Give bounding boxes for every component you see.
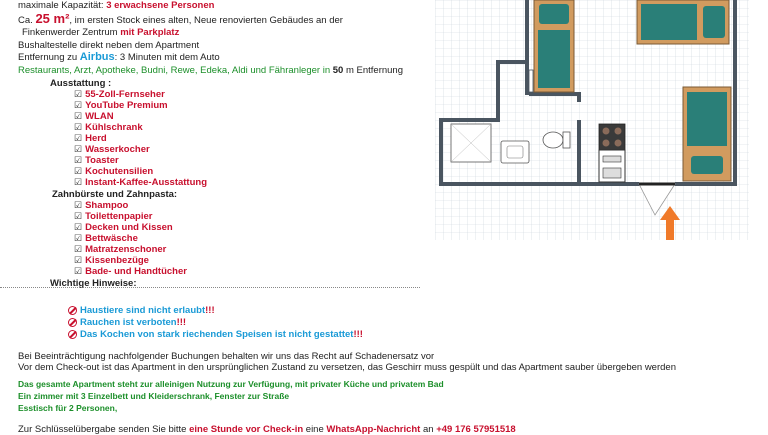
checkbox-icon: ☑ <box>74 233 83 243</box>
capacity-value: 3 erwachsene Personen <box>106 0 215 11</box>
checkbox-icon: ☑ <box>74 155 83 165</box>
key-mid: eine <box>303 424 327 435</box>
burner <box>603 128 610 135</box>
item-label: YouTube Premium <box>85 100 168 111</box>
checkbox-icon: ☑ <box>74 122 83 132</box>
burner <box>603 140 610 147</box>
key-handover-line <box>18 424 516 435</box>
list-item <box>74 133 107 144</box>
area-line <box>18 12 343 28</box>
checkbox-icon: ☑ <box>74 200 83 210</box>
checkbox-icon: ☑ <box>74 255 83 265</box>
list-item <box>74 200 128 211</box>
key-whatsapp: WhatsApp-Nachricht <box>326 424 421 435</box>
bed <box>534 0 574 92</box>
nearby-line <box>18 65 403 76</box>
summary-line-1: Das gesamte Apartment steht zur alleinigen Nutzung zur Verfügung, mit privater Küche und privatem Bad <box>18 379 444 389</box>
rules-line-1: Bei Beeinträchtigung nachfolgender Buchungen behalten wir uns das Recht auf Schadenersatz vor <box>18 351 435 362</box>
warning-text: Haustiere sind nicht erlaubt <box>80 305 206 316</box>
list-item <box>74 255 149 266</box>
checkbox-icon: ☑ <box>74 89 83 99</box>
checkbox-icon: ☑ <box>74 177 83 187</box>
warning-exclaim: !!! <box>176 317 187 328</box>
list-item <box>74 155 119 166</box>
distance-prefix: Entfernung zu <box>18 52 80 63</box>
item-label: Decken und Kissen <box>85 222 173 233</box>
list-item <box>74 166 153 177</box>
bed <box>637 0 729 44</box>
warning-pets <box>68 305 215 317</box>
door-bath <box>529 70 533 92</box>
capacity-label: maximale Kapazität: <box>18 0 107 11</box>
list-item <box>74 244 166 255</box>
list-item <box>74 211 152 222</box>
list-item <box>74 122 143 133</box>
checkbox-icon: ☑ <box>74 266 83 276</box>
warning-text: Rauchen ist verboten <box>80 317 177 328</box>
list-item <box>74 266 187 277</box>
checkbox-icon: ☑ <box>74 244 83 254</box>
area-value: 25 m² <box>35 11 70 26</box>
checkbox-icon: ☑ <box>74 144 83 154</box>
toilet <box>543 132 563 148</box>
location-line <box>22 27 179 38</box>
prohibited-icon <box>68 318 77 327</box>
item-label: 55-Zoll-Fernseher <box>85 89 165 100</box>
divider <box>0 287 420 288</box>
item-label: Bade- und Handtücher <box>85 266 187 277</box>
stove <box>599 124 625 150</box>
warning-text: Das Kochen von stark riechenden Speisen ist nicht gestattet <box>80 329 354 340</box>
rules-line-2: Vor dem Check-out ist das Apartment in den ursprünglichen Zustand zu versetzen, das Geschirr muss gespült und das Apartment sauber übergeben werden <box>18 362 676 373</box>
checkbox-icon: ☑ <box>74 133 83 143</box>
warning-exclaim: !!! <box>205 305 215 316</box>
equipment-title: Ausstattung : <box>50 78 112 89</box>
area-prefix: Ca. <box>18 15 36 26</box>
dental-heading: Zahnbürste und Zahnpasta: <box>52 189 178 200</box>
equipment-heading <box>50 78 111 89</box>
summary-line-3: Esstisch für 2 Personen, <box>18 403 118 413</box>
key-to: an <box>420 424 437 435</box>
burner <box>615 140 622 147</box>
warning-smoking <box>68 317 186 329</box>
list-item <box>74 89 165 100</box>
key-prefix: Zur Schlüsselübergabe senden Sie bitte <box>18 424 190 435</box>
warning-cooking <box>68 329 363 341</box>
item-label: Kochutensilien <box>85 166 154 177</box>
list-item <box>74 222 173 233</box>
item-label: Herd <box>85 133 107 144</box>
checkbox-icon: ☑ <box>74 166 83 176</box>
key-hour: eine Stunde vor Check-in <box>189 424 304 435</box>
bed <box>683 87 731 181</box>
sink <box>501 141 529 163</box>
floor-plan <box>435 0 749 240</box>
item-label: Kissenbezüge <box>85 255 149 266</box>
item-label: Instant-Kaffee-Ausstattung <box>85 177 207 188</box>
capacity-line <box>18 0 214 11</box>
checkbox-icon: ☑ <box>74 100 83 110</box>
item-label: Kühlschrank <box>85 122 143 133</box>
bus-line: Bushaltestelle direkt neben dem Apartment <box>18 40 200 51</box>
key-phone: +49 176 57951518 <box>436 424 516 435</box>
list-item <box>74 233 138 244</box>
toilet-tank <box>563 132 570 148</box>
list-item <box>74 144 150 155</box>
parking-text: mit Parkplatz <box>120 27 180 38</box>
distance-suffix: : 3 Minuten mit dem Auto <box>114 52 220 63</box>
item-label: Bettwäsche <box>85 233 138 244</box>
nearby-suffix: m Entfernung <box>343 65 403 76</box>
summary-line-2: Ein zimmer mit 3 Einzelbett und Kleiderschrank, Fenster zur Straße <box>18 391 290 401</box>
nearby-distance: 50 <box>332 65 344 76</box>
item-label: Wasserkocher <box>85 144 150 155</box>
list-item <box>74 100 168 111</box>
airbus-text: Airbus <box>79 51 115 63</box>
fridge-door <box>603 156 621 162</box>
warning-exclaim: !!! <box>353 329 363 340</box>
area-suffix: , im ersten Stock eines alten, Neue renovierten Gebäudes an der <box>69 15 343 26</box>
burner <box>615 128 622 135</box>
checkbox-icon: ☑ <box>74 222 83 232</box>
item-label: Toilettenpapier <box>85 211 153 222</box>
notes-heading: Wichtige Hinweise: <box>50 278 137 289</box>
item-label: WLAN <box>85 111 114 122</box>
checkbox-icon: ☑ <box>74 211 83 221</box>
prohibited-icon <box>68 330 77 339</box>
checkbox-icon: ☑ <box>74 111 83 121</box>
item-label: Toaster <box>85 155 119 166</box>
list-item <box>74 177 207 188</box>
item-label: Matratzenschoner <box>85 244 167 255</box>
fridge-door <box>603 168 621 178</box>
distance-line <box>18 52 220 63</box>
location-text: Finkenwerder Zentrum <box>22 27 121 38</box>
list-item <box>74 111 114 122</box>
prohibited-icon <box>68 306 77 315</box>
item-label: Shampoo <box>85 200 129 211</box>
nearby-prefix: Restaurants, Arzt, Apotheke, Budni, Rewe, Edeka, Aldi und Fähranleger in <box>18 65 333 76</box>
